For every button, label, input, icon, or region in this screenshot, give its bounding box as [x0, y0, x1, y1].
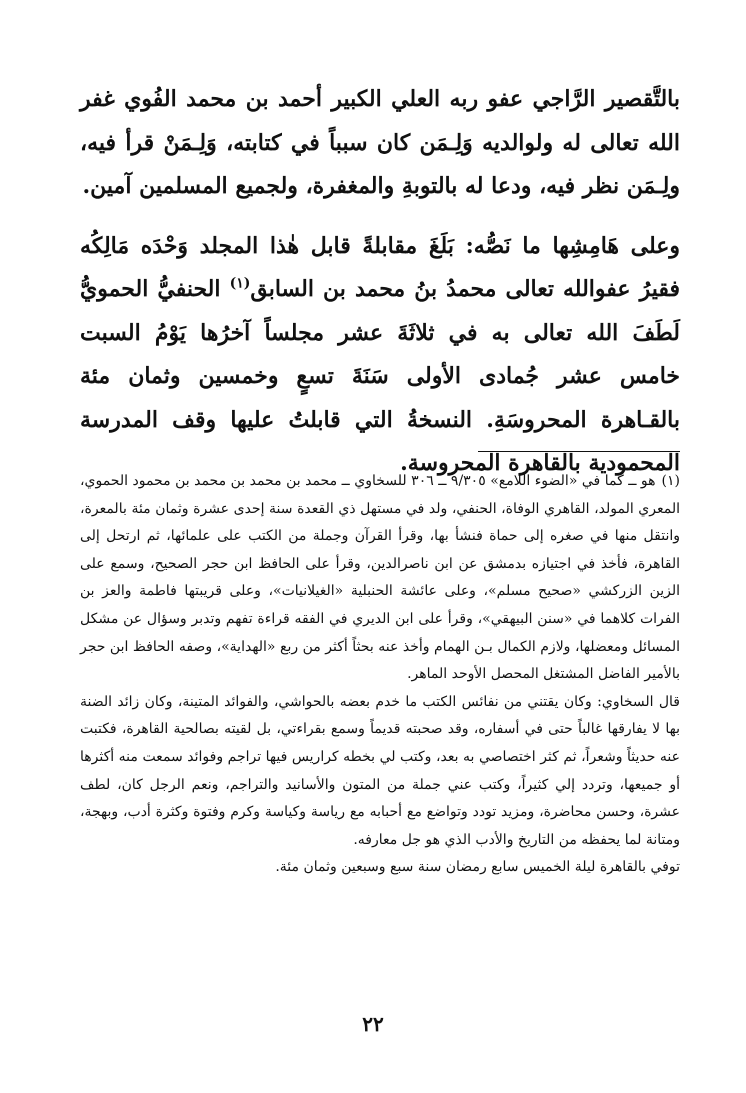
- main-text: [80, 78, 680, 486]
- footnote-1-text: هو ــ كما في «الضوء اللامع» ٩/٣٠٥ ــ ٣٠٦ للسخاوي ــ محمد بن محمد بن محمد بن محمود الحموي، المعري المولد، القاهري الوفاة، الحنفي، ولد في مستهل ذي القعدة سنة إحدى عشرة وثمان مئة بالمعرة، وانتقل منها في صغره إلى حماة فنشأ بها، وقرأ القرآن وجملة من الكتب على علمائها، ثم ارتحل إلى القاهرة، فأخذ في اجتيازه بدمشق عن ابن ناصرالدين، وقرأ على الحافظ ابن حجر الصحيح، وسمع على الزين الزركشي «صحيح مسلم»، وعلى عائشة الحنبلية «الغيلانيات»، وعلى قريبتها فاطمة والعز بن الفرات كلاهما في «سنن البيهقي»، وقرأ على ابن الديري في الفقه قراءة تفهم وتدبر وسؤال عن مشكل المسائل ومعضلها، ولازم الكمال بـن الهمام وأخذ عنه بحثاً أكثر من ربع «الهداية»، وصفه الحافظ ابن حجر بالأمير الفاضل المشتغل المحصل الأوحد الماهر.: [80, 473, 680, 683]
- page-number: ٢٢: [362, 1012, 384, 1036]
- main-paragraph-colophon: بالتَّقصير الرَّاجي عفو ربه العلي الكبير أحمد بن محمد الفُوي غفر الله تعالى له ولوالديه وَلِـمَن كان سبباً في كتابته، وَلِـمَنْ قرأ فيه، ولِـمَن نظر فيه، ودعا له بالتوبةِ والمغفرة، ولجميع المسلمين آمين.: [80, 86, 680, 199]
- footnote-1-marker: (١): [661, 473, 681, 489]
- footnotes: [80, 468, 680, 882]
- footnote-paragraph-sakhawi: قال السخاوي: وكان يقتني من نفائس الكتب ما خدم بعضه بالحواشي، والفوائد المتينة، وكان زائد الضنة بها لا يفارقها غالباً حتى في أسفاره، وقد صحبته قديماً وسمع بقراءتي، بل لقيته بصالحية القاهرة، فكتبت عنه حديثاً وشعراً، ثم كثر اختصاصي به بعد، وكتب لي بخطه كراريس فيها تراجم وفوائد سمعت منه أكثرها أو جميعها، وتردد إلي كثيراً، وكتب عني جملة من المتون والأسانيد والتراجم، ونعم الرجل كان، لطف عشرة، وحسن محاضرة، ومزيد تودد وتواضع مع أحبابه مع رياسة وكياسة وكرم وفتوة وكثرة أدب، وبهجة، ومتانة لما يحفظه من التاريخ والأدب الذي هو جل معارفه.: [80, 693, 680, 848]
- footnote-paragraph-death: توفي بالقاهرة ليلة الخميس سابع رمضان سنة سبع وسبعين وثمان مئة.: [275, 859, 680, 876]
- footnote-divider: [478, 451, 680, 452]
- footnote-reference: (١): [229, 275, 251, 292]
- margin-note-text-end: الحنفيُّ الحمويُّ لَطَفَ الله تعالى به في ثلاثَةَ عشر مجلساً آخرُها يَوْمُ السبت خامس عشر جُمادى الأولى سَنَةَ تسعٍ وخمسين وثمان مئة بالقـاهرة المحروسَةِ. النسخةُ التي قابلتُ عليها وقف المدرسة المحمودية بالقاهرة المحروسة.: [80, 276, 680, 476]
- main-paragraph-margin-note: [80, 225, 680, 486]
- footnote-1: [80, 468, 680, 689]
- margin-note-text-start: وعلى هَامِشِها ما نَصُّه: بَلَغَ مقابلةً قابل هٰذا المجلد وَحْدَه مَالِكُه فقيرُ عفوالله تعالى محمدُ بنُ محمد بن السابق: [80, 232, 681, 302]
